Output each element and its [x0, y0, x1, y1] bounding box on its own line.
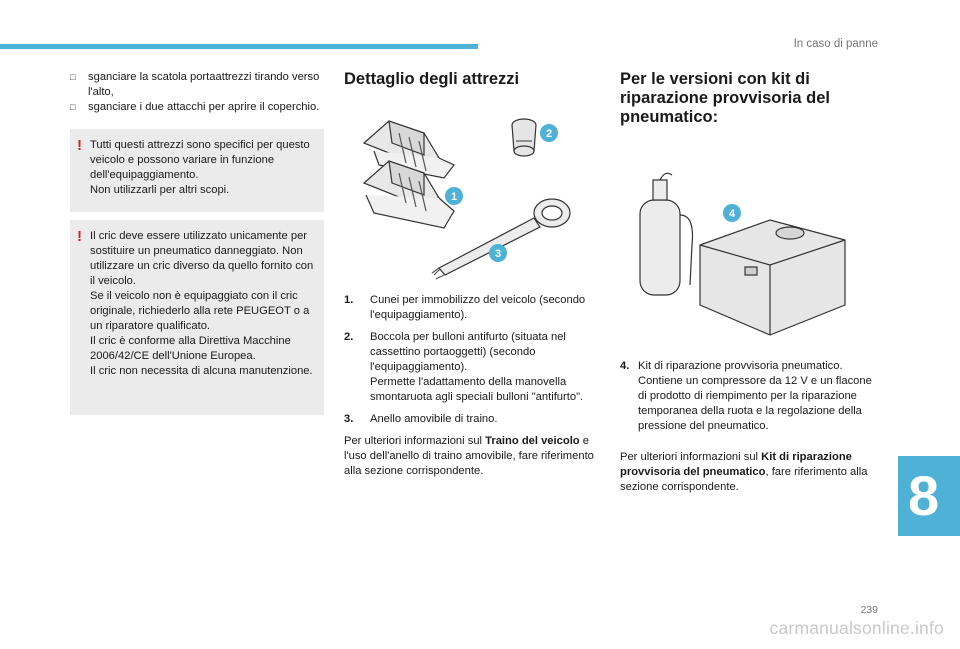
tools-list: [344, 293, 594, 427]
header-accent-bar: [0, 44, 478, 49]
tools-illustration: [344, 103, 594, 283]
repair-kit-drawing: [620, 145, 860, 355]
list-item: 2. Boccola per bulloni antifurto (situata nel cassettino portaoggetti) (secondo l'equipaggiamento). Permette l'adattamento della manovella smontaruota agli speciali bulloni "antifurto".: [344, 331, 584, 403]
callout-4-label: 4: [728, 208, 736, 220]
more-info-paragraph: Per ulteriori informazioni sul Kit di riparazione provvisoria del pneumatico, fare riferimento alla sezione corrispondente.: [620, 451, 868, 493]
page-number: 239: [860, 604, 878, 616]
left-column: [70, 70, 324, 415]
watermark: carmanualsonline.info: [769, 618, 944, 638]
callout-1-label: 1: [450, 191, 458, 203]
repair-kit-list: [620, 359, 880, 434]
wheel-chock-icon: [364, 121, 454, 228]
middle-column: [344, 70, 594, 490]
bullet-item: □ sganciare la scatola portaattrezzi tirando verso l'alto,: [70, 71, 320, 98]
list-item: 4. Kit di riparazione provvisoria pneumatico. Contiene un compressore da 12 V e un flacone di prodotto di riempimento per la riparazione temporanea della ruota e la regolazione della pressione del pneumatico.: [620, 360, 872, 432]
chapter-tab: 8: [898, 456, 960, 536]
callout-3-label: 3: [494, 248, 502, 260]
right-column: [620, 70, 880, 506]
tools-drawing: [344, 103, 574, 283]
repair-kit-title: Per le versioni con kit di riparazione provvisoria del pneumatico:: [620, 70, 830, 126]
bullet-marker-icon: □: [70, 102, 76, 112]
list-item: 1. Cunei per immobilizzo del veicolo (secondo l'equipaggiamento).: [344, 294, 586, 321]
warning-box: [70, 220, 324, 415]
list-item: 3. Anello amovibile di traino.: [344, 413, 498, 425]
warning-icon: !: [77, 228, 82, 245]
bullet-marker-icon: □: [70, 72, 76, 82]
compressor-icon: [700, 220, 845, 335]
bullet-item: □ sganciare i due attacchi per aprire il coperchio.: [70, 101, 320, 113]
repair-kit-illustration: [620, 145, 880, 355]
warning-box: [70, 129, 324, 212]
more-info-paragraph: Per ulteriori informazioni sul Traino del veicolo e l'uso dell'anello di traino amovibile, fare riferimento alla sezione corrispondente.: [344, 435, 594, 477]
section-title: In caso di panne: [793, 38, 878, 50]
sealant-bottle-icon: [640, 173, 693, 295]
warning-text: Tutti questi attrezzi sono specifici per questo veicolo e possono variare in funzione dell'equipaggiamento. Non utilizzarli per altri scopi.: [90, 139, 310, 196]
tools-title: Dettaglio degli attrezzi: [344, 70, 520, 88]
callout-2-label: 2: [545, 128, 553, 140]
warning-icon: !: [77, 137, 82, 154]
warning-text: Il cric deve essere utilizzato unicamente per sostituire un pneumatico danneggiato. Non utilizzare un cric diverso da quello fornito con il veicolo. Se il veicolo non è equipaggiato con il cric originale, richiederlo alla rete PEUGEOT o a un riparatore qualificato. Il cric è conforme alla Direttiva Macchine 2006/42/CE dell'Unione Europea. Il cric non necessita di alcuna manutenzione.: [90, 230, 314, 377]
socket-icon: [512, 119, 536, 156]
